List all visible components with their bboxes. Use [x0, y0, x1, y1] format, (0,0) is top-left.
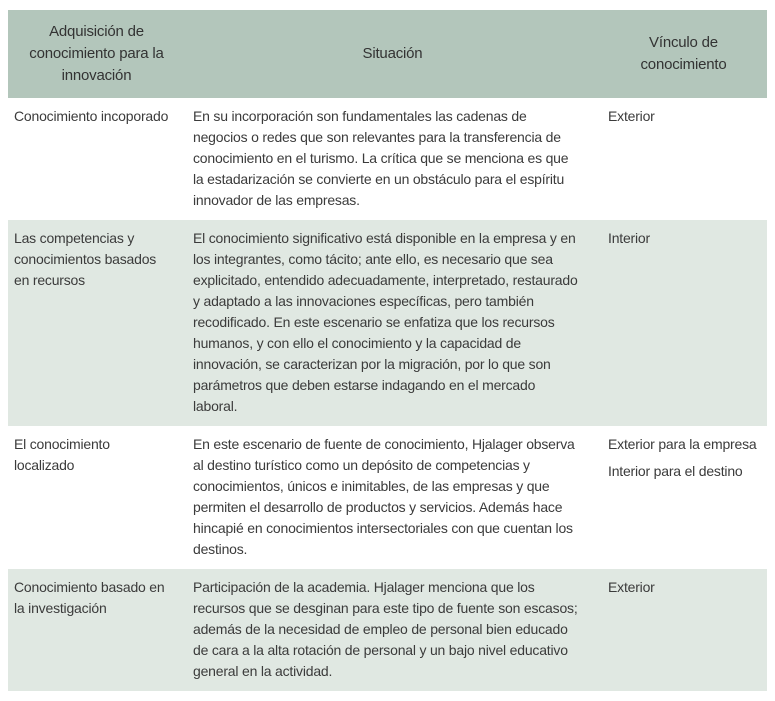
situation-cell: El conocimiento significativo está disponible en la empresa y en los integrantes, como tácito; ante ello, es necesario que sea explicitado, entendido adecuadamente, interpretado, restaurado y adaptado a las innovaciones específicas, pero también recodificado. En este escenario se enfatiza que los recursos humanos, y con ello el conocimiento y la capacidad de innovación, se caracterizan por la migración, por lo que son parámetros que deben estarse indagando en el mercado laboral.	[193, 230, 578, 414]
table-row	[8, 98, 767, 220]
header-link: Vínculo de conocimiento	[640, 34, 727, 73]
acquisition-cell: Conocimiento incoporado	[14, 108, 169, 124]
link-text: Interior para el destino	[608, 463, 743, 479]
situation-cell: Participación de la academia. Hjalager menciona que los recursos que se desginan para este tipo de fuente son escasos; además de la necesidad de empleo de personal bien educado de cara a la alta rotación de personal y un bajo nivel educativo general en la actividad.	[193, 579, 578, 679]
acquisition-cell: Las competencias y conocimientos basados en recursos	[14, 230, 157, 288]
link-cell	[600, 577, 767, 682]
link-text: Exterior	[608, 108, 655, 124]
link-cell	[600, 106, 767, 211]
situation-cell: En este escenario de fuente de conocimiento, Hjalager observa al destino turístico como un depósito de competencias y conocimientos, únicos e inimitables, de las empresas y que permiten el desarrollo de productos y servicios. Además hace hincapié en conocimientos intersectoriales con que cuentan los destinos.	[193, 436, 575, 557]
table-row	[8, 426, 767, 569]
table-row	[8, 569, 767, 691]
acquisition-cell: El conocimiento localizado	[14, 436, 110, 473]
table-header	[8, 10, 767, 98]
acquisition-cell: Conocimiento basado en la investigación	[14, 579, 165, 616]
link-text: Interior	[608, 230, 650, 246]
header-situation: Situación	[362, 45, 423, 62]
table-row	[8, 220, 767, 426]
header-acquisition: Adquisición de conocimiento para la innovación	[29, 23, 164, 84]
link-text: Exterior para la empresa	[608, 436, 757, 452]
link-cell	[600, 434, 767, 560]
link-cell	[600, 228, 767, 417]
knowledge-table	[8, 10, 767, 691]
situation-cell: En su incorporación son fundamentales las cadenas de negocios o redes que son relevantes para la transferencia de conocimiento en el turismo. La crítica que se menciona es que la estadarización se convierte en un obstáculo para el espíritu innovador de las empresas.	[193, 108, 569, 208]
link-text: Exterior	[608, 579, 655, 595]
